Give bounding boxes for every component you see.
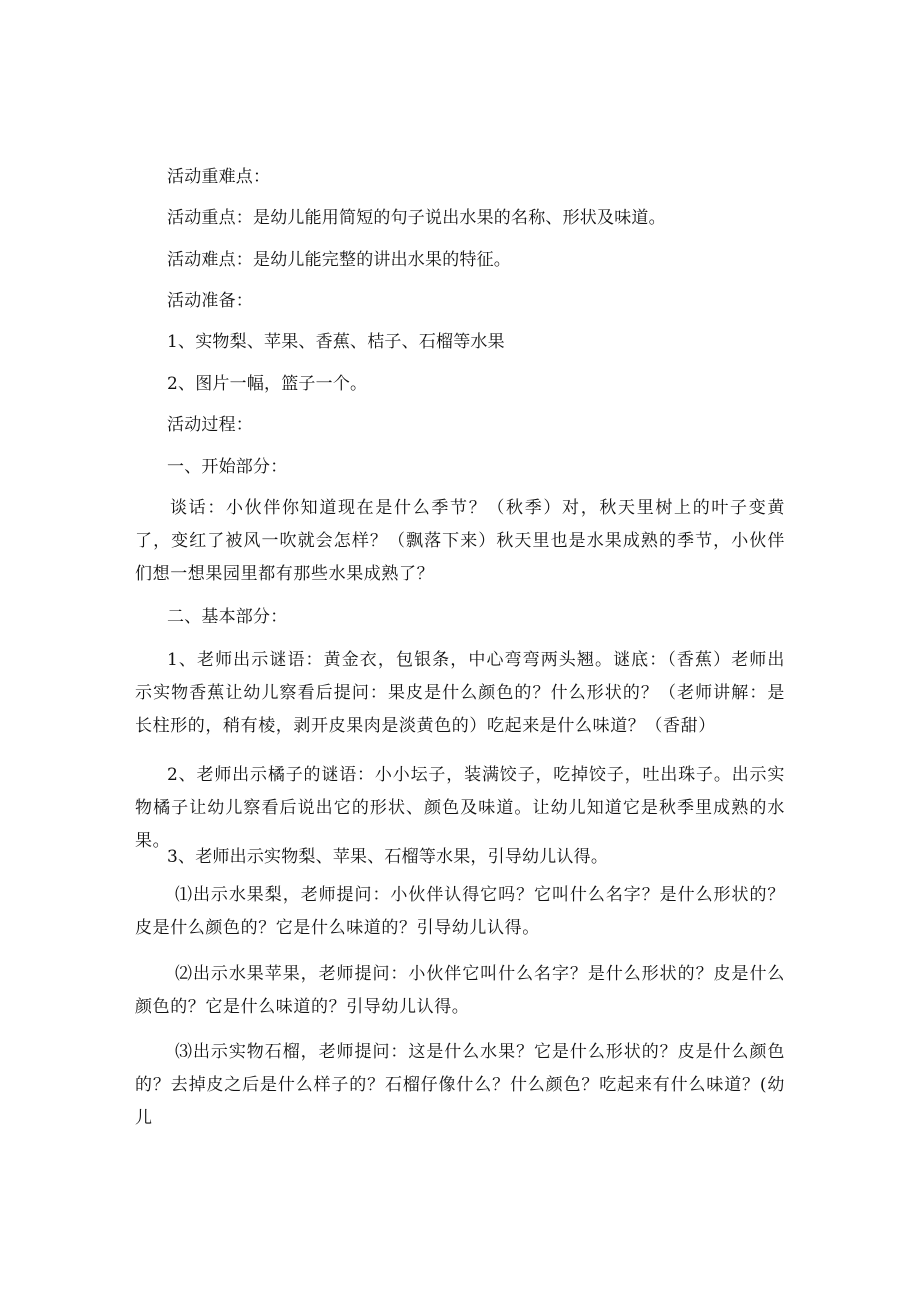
step-3-3-paragraph: ⑶出示实物石榴，老师提问：这是什么水果？它是什么形状的？皮是什么颜色的？去掉皮之后是什么样子的？石榴仔像什么？什么颜色？吃起来有什么味道？(幼儿 xyxy=(135,1042,785,1128)
part-1-talk-paragraph: 谈话：小伙伴你知道现在是什么季节？（秋季）对，秋天里树上的叶子变黄了，变红了被风一吹就会怎样？（飘落下来）秋天里也是水果成熟的季节，小伙伴们想一想果园里都有那些水果成熟了？ xyxy=(135,498,785,584)
part-2-title: 二、基本部分： xyxy=(167,607,288,627)
heading-key-difficult-points: 活动重难点： xyxy=(167,167,271,187)
step-3-1-paragraph: ⑴出示水果梨，老师提问：小伙伴认得它吗？它叫什么名字？是什么形状的？皮是什么颜色的？它是什么味道的？引导幼儿认得。 xyxy=(135,885,785,938)
part-1-title: 一、开始部分： xyxy=(167,457,288,477)
preparation-item-2: 2、图片一幅，篮子一个。 xyxy=(167,374,368,394)
heading-process: 活动过程： xyxy=(167,415,253,435)
preparation-item-1: 1、实物梨、苹果、香蕉、桔子、石榴等水果 xyxy=(167,332,505,352)
key-point-text: 活动重点：是幼儿能用简短的句子说出水果的名称、形状及味道。 xyxy=(167,208,666,228)
step-3-2-paragraph: ⑵出示水果苹果，老师提问：小伙伴它叫什么名字？是什么形状的？皮是什么颜色的？它是什么味道的？引导幼儿认得。 xyxy=(135,964,785,1017)
difficult-point-text: 活动难点：是幼儿能完整的讲出水果的特征。 xyxy=(167,250,511,270)
step-1-paragraph: 1、老师出示谜语：黄金衣，包银条，中心弯弯两头翘。谜底：（香蕉）老师出示实物香蕉让幼儿察看后提问：果皮是什么颜色的？什么形状的？（老师讲解：是长柱形的，稍有棱，剥开皮果肉是淡黄色的）吃起来是什么味道？（香甜） xyxy=(135,650,785,736)
step-2-paragraph: 2、老师出示橘子的谜语：小小坛子，装满饺子，吃掉饺子，吐出珠子。出示实物橘子让幼儿察看后说出它的形状、颜色及味道。让幼儿知道它是秋季里成熟的水果。 xyxy=(135,765,785,851)
heading-preparation: 活动准备： xyxy=(167,291,253,311)
step-3-text: 3、老师出示实物梨、苹果、石榴等水果，引导幼儿认得。 xyxy=(167,847,609,867)
